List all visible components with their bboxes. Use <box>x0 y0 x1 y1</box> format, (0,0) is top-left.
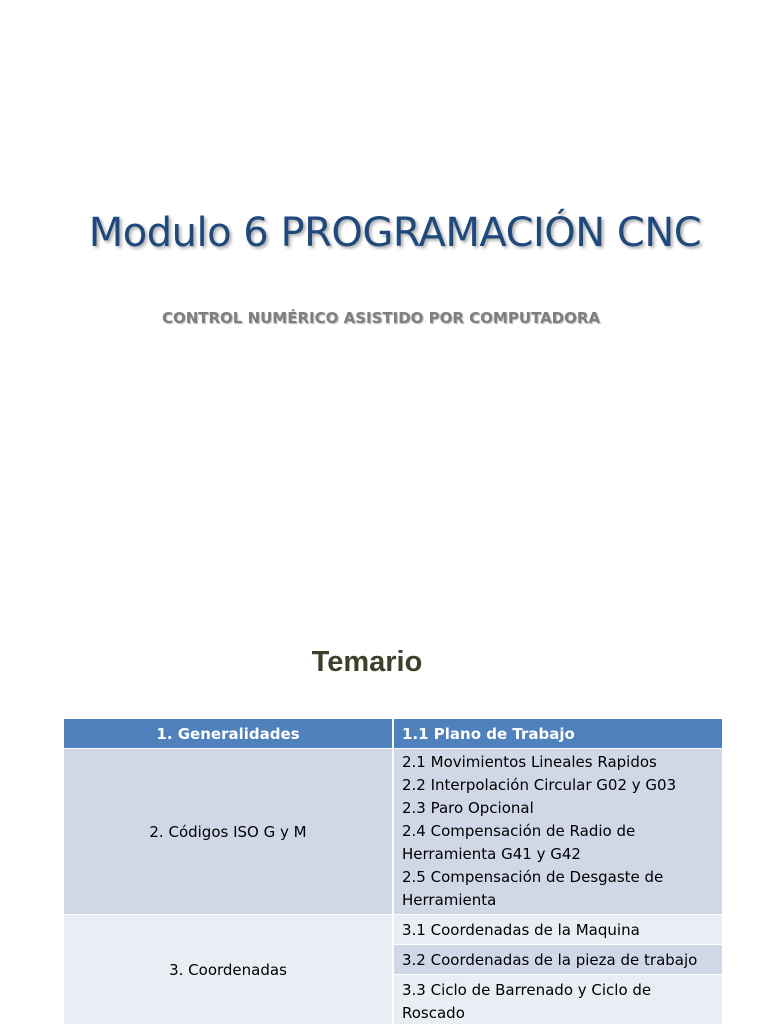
subtopic-line: 3.3 Ciclo de Barrenado y Ciclo de <box>402 981 652 999</box>
table-row <box>64 719 723 749</box>
table-row <box>64 915 723 945</box>
slide-title: Modulo 6 PROGRAMACIÓN CNC <box>88 210 702 256</box>
slide-subtitle: CONTROL NUMÉRICO ASISTIDO POR COMPUTADORA <box>161 309 601 327</box>
subtopic-cell <box>393 749 723 915</box>
topic-cell: 2. Códigos ISO G y M <box>64 749 394 915</box>
subtopic-line: Roscado <box>402 1004 465 1022</box>
subtopic-line: 2.4 Compensación de Radio de <box>402 822 636 840</box>
subtopic-line: Herramienta G41 y G42 <box>402 845 581 863</box>
subtopic-cell <box>393 975 723 1024</box>
temario-table <box>63 718 723 1024</box>
subtopic-line: 2.2 Interpolación Circular G02 y G03 <box>402 776 677 794</box>
subtopic-line: 2.5 Compensación de Desgaste de <box>402 868 664 886</box>
temario-heading: Temario <box>311 646 423 678</box>
subtopic-cell: 3.1 Coordenadas de la Maquina <box>393 915 723 945</box>
table-row <box>64 749 723 915</box>
subtopic-cell: 1.1 Plano de Trabajo <box>393 719 723 749</box>
topic-cell: 3. Coordenadas <box>64 915 394 1024</box>
topic-cell: 1. Generalidades <box>64 719 394 749</box>
subtopic-line: 2.3 Paro Opcional <box>402 799 534 817</box>
subtopic-line: Herramienta <box>402 891 497 909</box>
subtopic-cell: 3.2 Coordenadas de la pieza de trabajo <box>393 945 723 975</box>
subtopic-line: 2.1 Movimientos Lineales Rapidos <box>402 753 657 771</box>
